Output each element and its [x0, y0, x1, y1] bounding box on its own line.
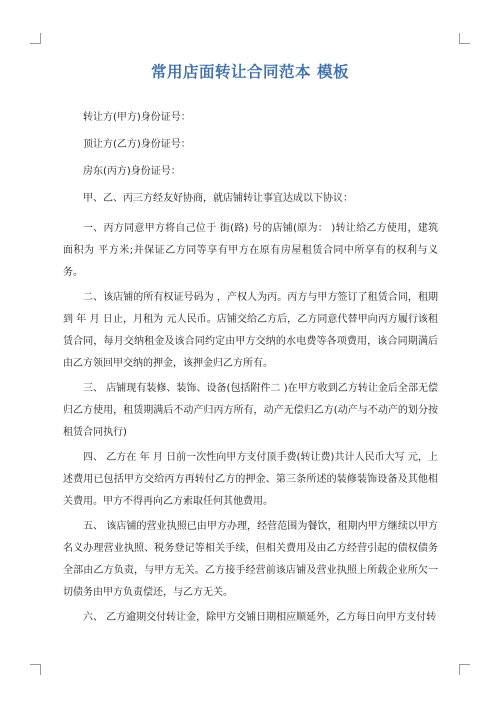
clause-2: 二、该店铺的所有权证号码为 ，产权人为丙。丙方与甲方签订了租赁合同，租期到 年 月 日止，月租为 元人民币。店铺交给乙方后，乙方同意代替甲向丙方履行该租赁合同，每月交纳租金及该合同约定由甲方交纳的水电费等各项费用，该合同期满后由乙方领回甲交纳的押金，该押金归乙方所有。 — [63, 292, 438, 369]
clause-1: 一、丙方同意甲方将自己位于 街(路) 号的店铺(原为： )转让给乙方使用，建筑面积为 平方米;并保证乙方同等享有甲方在原有房屋租赁合同中所享有的权利与义务。 — [63, 223, 438, 278]
clause-4: 四、 乙方在 年 月 日前一次性向甲方支付顶手费(转让费)共计人民币大写 元，上述费用已包括甲方交给丙方再转付乙方的押金、第三条所述的装修装饰设备及其他相关费用。甲方不得再向乙方索取任何其他费用。 — [63, 452, 438, 507]
party-line-transferor: 转让方(甲方)身份证号： — [83, 112, 191, 123]
document-body — [63, 110, 438, 632]
party-line-transferee: 顶让方(乙方)身份证号： — [83, 139, 191, 150]
crop-mark-bottom-left — [30, 664, 41, 675]
clause-5: 五、 该店铺的营业执照已由甲方办理，经营范围为餐饮，租期内甲方继续以甲方名义办理营业执照、税务登记等相关手续，但相关费用及由乙方经营引起的债权债务全部由乙方负责，与甲方无关。乙方接手经营前该店铺及营业执照上所载企业所欠一切债务由甲方负责偿还，与乙方无关。 — [63, 521, 438, 598]
document-title: 常用店面转让合同范本 模板 — [151, 63, 349, 81]
party-line-landlord: 房东(丙方)身份证号： — [83, 166, 181, 177]
clause-3: 三、 店铺现有装修、装饰、设备(包括附件二 )在甲方收到乙方转让金后全部无偿归乙方使用，租赁期满后不动产归丙方所有，动产无偿归乙方(动产与不动产的划分按租赁合同执行) — [63, 383, 438, 438]
crop-mark-bottom-right — [459, 664, 470, 675]
crop-mark-top-right — [459, 33, 470, 44]
crop-mark-top-left — [30, 33, 41, 44]
agreement-intro: 甲、乙、丙三方经友好协商，就店铺转让事宜达成以下协议： — [83, 193, 353, 204]
clause-6: 六、 乙方逾期交付转让金，除甲方交铺日期相应顺延外，乙方每日向甲方支付转 — [83, 612, 437, 623]
